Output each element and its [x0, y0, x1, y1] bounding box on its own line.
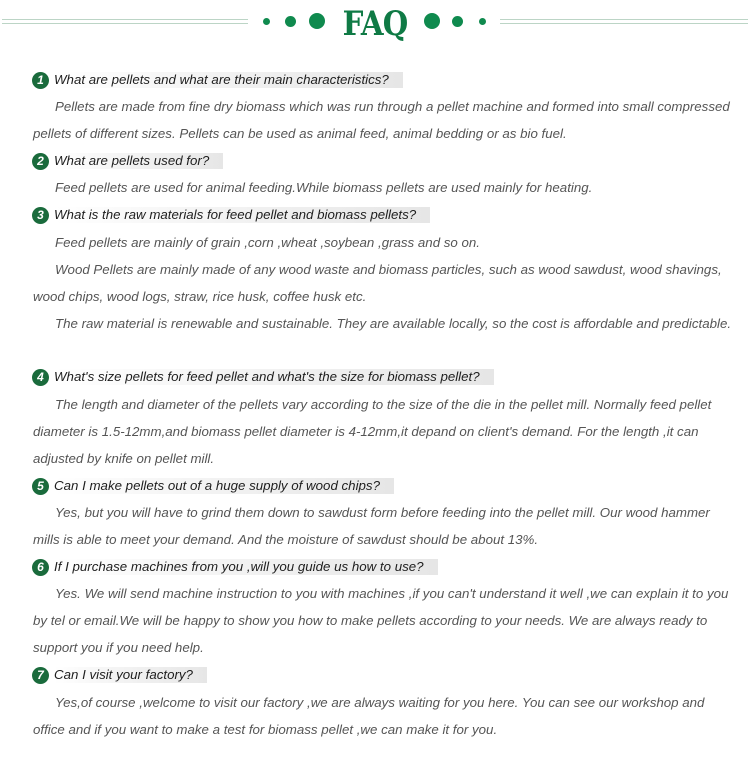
question-text: What are pellets and what are their main characteristics? — [54, 72, 403, 88]
header-divider-right — [500, 19, 748, 20]
number-badge: 3 — [32, 207, 49, 224]
decor-dot — [452, 16, 463, 27]
question-text: Can I visit your factory? — [54, 667, 207, 683]
header-divider-left — [2, 23, 248, 24]
faq-answer: Pellets are made from fine dry biomass which was run through a pellet machine and formed into small compressed pellets of different sizes. Pellets can be used as animal feed, animal bedding or as bio fuel. — [33, 99, 730, 141]
decor-dot — [285, 16, 296, 27]
question-text: What are pellets used for? — [54, 153, 223, 169]
page-title: FAQ — [342, 4, 408, 44]
number-badge: 2 — [32, 153, 49, 170]
header-divider-right — [500, 23, 748, 24]
decor-dot — [309, 13, 325, 29]
faq-question — [32, 70, 403, 90]
faq-answer: Yes. We will send machine instruction to you with machines ,if you can't understand it well ,we can explain it to you by tel or email.We will be happy to show you how to make pellets according to your needs. We are always ready to support you if you need help. — [33, 586, 729, 655]
faq-question — [32, 665, 207, 685]
number-badge: 4 — [32, 369, 49, 386]
faq-answer: Yes,of course ,welcome to visit our factory ,we are always waiting for you here. You can see our workshop and office and if you want to make a test for biomass pellet ,we can make it for you. — [33, 695, 705, 737]
faq-answer: Wood Pellets are mainly made of any wood waste and biomass particles, such as wood sawdust, wood shavings, wood chips, wood logs, straw, rice husk, coffee husk etc. — [33, 262, 722, 304]
header-divider-left — [2, 19, 248, 20]
faq-question — [32, 476, 394, 496]
question-text: If I purchase machines from you ,will you guide us how to use? — [54, 559, 438, 575]
question-text: What is the raw materials for feed pellet and biomass pellets? — [54, 207, 430, 223]
faq-answer: The raw material is renewable and sustainable. They are available locally, so the cost is affordable and predictable. — [55, 316, 732, 331]
question-text: Can I make pellets out of a huge supply of wood chips? — [54, 478, 394, 494]
faq-answer: Feed pellets are mainly of grain ,corn ,wheat ,soybean ,grass and so on. — [55, 235, 481, 250]
faq-answer: Yes, but you will have to grind them down to sawdust form before feeding into the pellet mill. Our wood hammer mills is able to meet your demand. And the moisture of sawdust should be about 13%. — [33, 505, 710, 547]
number-badge: 5 — [32, 478, 49, 495]
faq-header — [0, 0, 750, 50]
faq-question — [32, 205, 430, 225]
faq-answer: Feed pellets are used for animal feeding.While biomass pellets are used mainly for heating. — [55, 180, 593, 195]
number-badge: 7 — [32, 667, 49, 684]
faq-answer: The length and diameter of the pellets vary according to the size of the die in the pellet mill. Normally feed pellet diameter is 1.5-12mm,and biomass pellet diameter is 4-12mm,it depand on client's demand. For the length ,it can adjusted by knife on pellet mill. — [33, 397, 712, 466]
number-badge: 1 — [32, 72, 49, 89]
decor-dot — [479, 18, 486, 25]
faq-question — [32, 557, 438, 577]
decor-dot — [424, 13, 440, 29]
faq-question — [32, 151, 223, 171]
number-badge: 6 — [32, 559, 49, 576]
faq-question — [32, 367, 494, 387]
question-text: What's size pellets for feed pellet and what's the size for biomass pellet? — [54, 369, 494, 385]
decor-dot — [263, 18, 270, 25]
